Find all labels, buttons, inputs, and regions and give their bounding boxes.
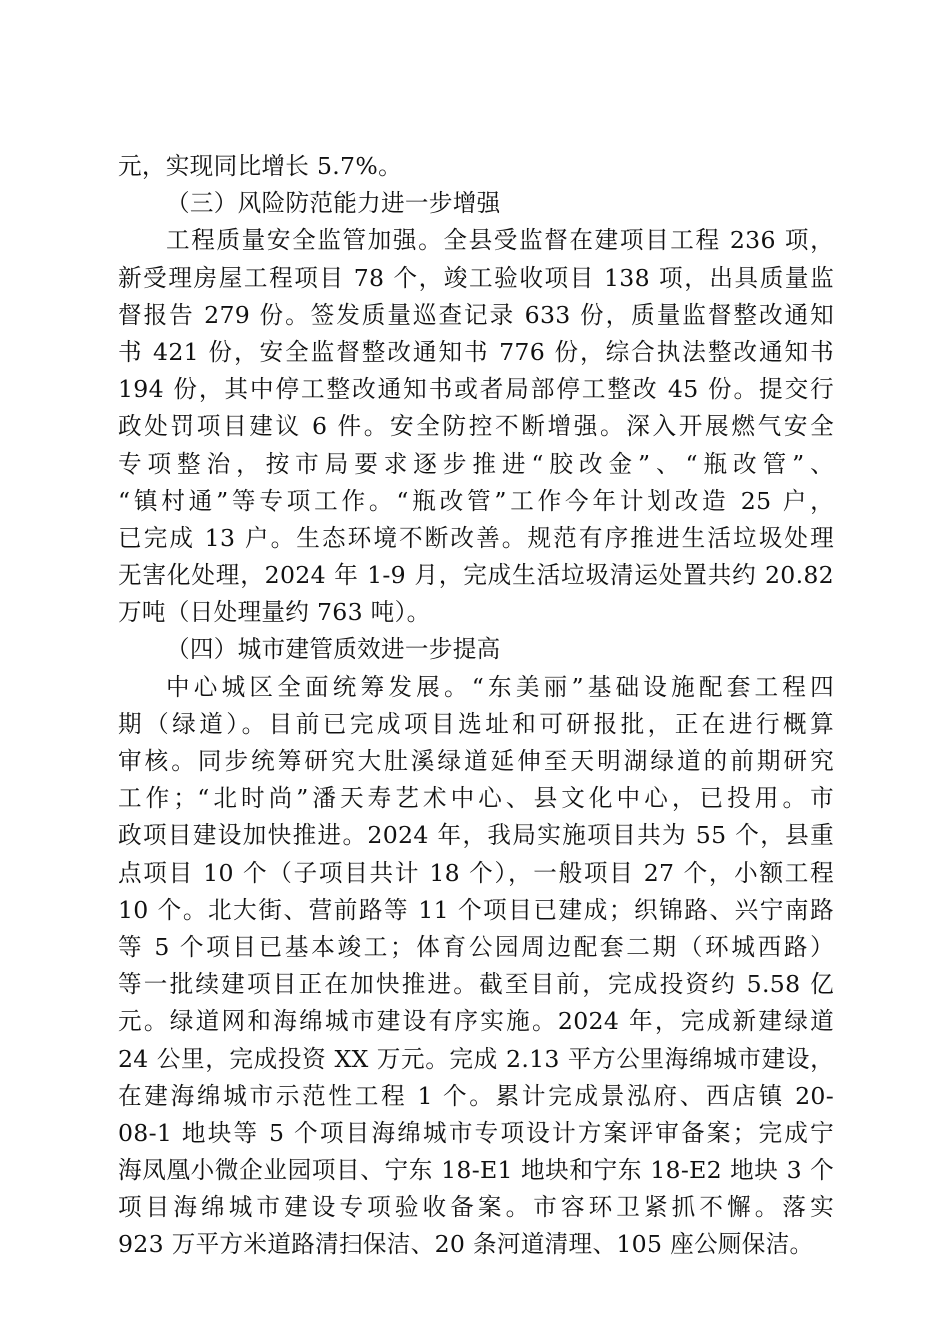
text-line: 项目海绵城市建设专项验收备案。市容环卫紧抓不懈。落实 — [118, 1193, 834, 1222]
text-line: 专项整治，按市局要求逐步推进“胶改金”、“瓶改管”、 — [118, 449, 834, 478]
text-line: 点项目 10 个（子项目共计 18 个），一般项目 27 个，小额工程 — [118, 858, 834, 887]
text-line: 无害化处理，2024 年 1-9 月，完成生活垃圾清运处置共约 20.82 — [118, 561, 834, 590]
text-line: 923 万平方米道路清扫保洁、20 条河道清理、105 座公厕保洁。 — [118, 1230, 814, 1259]
text-line: 中心城区全面统筹发展。“东美丽”基础设施配套工程四 — [166, 672, 834, 701]
text-line: 工程质量安全监管加强。全县受监督在建项目工程 236 项， — [166, 226, 834, 255]
text-line: 政处罚项目建议 6 件。安全防控不断增强。深入开展燃气安全 — [118, 412, 834, 441]
text-line: 万吨（日处理量约 763 吨）。 — [118, 598, 431, 627]
text-line: 在建海绵城市示范性工程 1 个。累计完成景泓府、西店镇 20- — [118, 1081, 834, 1110]
text-line: 海凤凰小微企业园项目、宁东 18-E1 地块和宁东 18-E2 地块 3 个 — [118, 1156, 834, 1185]
section-heading-4: （四）城市建管质效进一步提高 — [166, 635, 501, 664]
text-line: 元。绿道网和海绵城市建设有序实施。2024 年，完成新建绿道 — [118, 1007, 834, 1036]
document-body — [118, 148, 834, 1264]
text-line: 等一批续建项目正在加快推进。截至目前，完成投资约 5.58 亿 — [118, 970, 834, 999]
text-line: 元，实现同比增长 5.7%。 — [118, 152, 402, 180]
text-line: 194 份，其中停工整改通知书或者局部停工整改 45 份。提交行 — [118, 375, 834, 404]
text-line: 政项目建设加快推进。2024 年，我局实施项目共为 55 个，县重 — [118, 821, 834, 850]
section-heading-3: （三）风险防范能力进一步增强 — [166, 189, 501, 218]
text-line: 审核。同步统筹研究大肚溪绿道延伸至天明湖绿道的前期研究 — [118, 747, 834, 775]
text-line: 10 个。北大街、营前路等 11 个项目已建成；织锦路、兴宁南路 — [118, 895, 834, 924]
text-line: 期（绿道）。目前已完成项目选址和可研报批，正在进行概算 — [118, 709, 834, 738]
text-line: 书 421 份，安全监督整改通知书 776 份，综合执法整改通知书 — [118, 337, 834, 366]
text-line: 24 公里，完成投资 XX 万元。完成 2.13 平方公里海绵城市建设， — [118, 1044, 834, 1073]
text-line: 等 5 个项目已基本竣工；体育公园周边配套二期（环城西路） — [118, 932, 834, 961]
text-line: 督报告 279 份。签发质量巡查记录 633 份，质量监督整改通知 — [118, 300, 834, 329]
text-line: 工作；“北时尚”潘天寿艺术中心、县文化中心，已投用。市 — [118, 784, 834, 813]
text-line: “镇村通”等专项工作。“瓶改管”工作今年计划改造 25 户， — [118, 486, 834, 515]
text-line: 08-1 地块等 5 个项目海绵城市专项设计方案评审备案；完成宁 — [118, 1118, 834, 1147]
text-line: 已完成 13 户。生态环境不断改善。规范有序推进生活垃圾处理 — [118, 523, 834, 552]
text-line: 新受理房屋工程项目 78 个，竣工验收项目 138 项，出具质量监 — [118, 263, 834, 292]
